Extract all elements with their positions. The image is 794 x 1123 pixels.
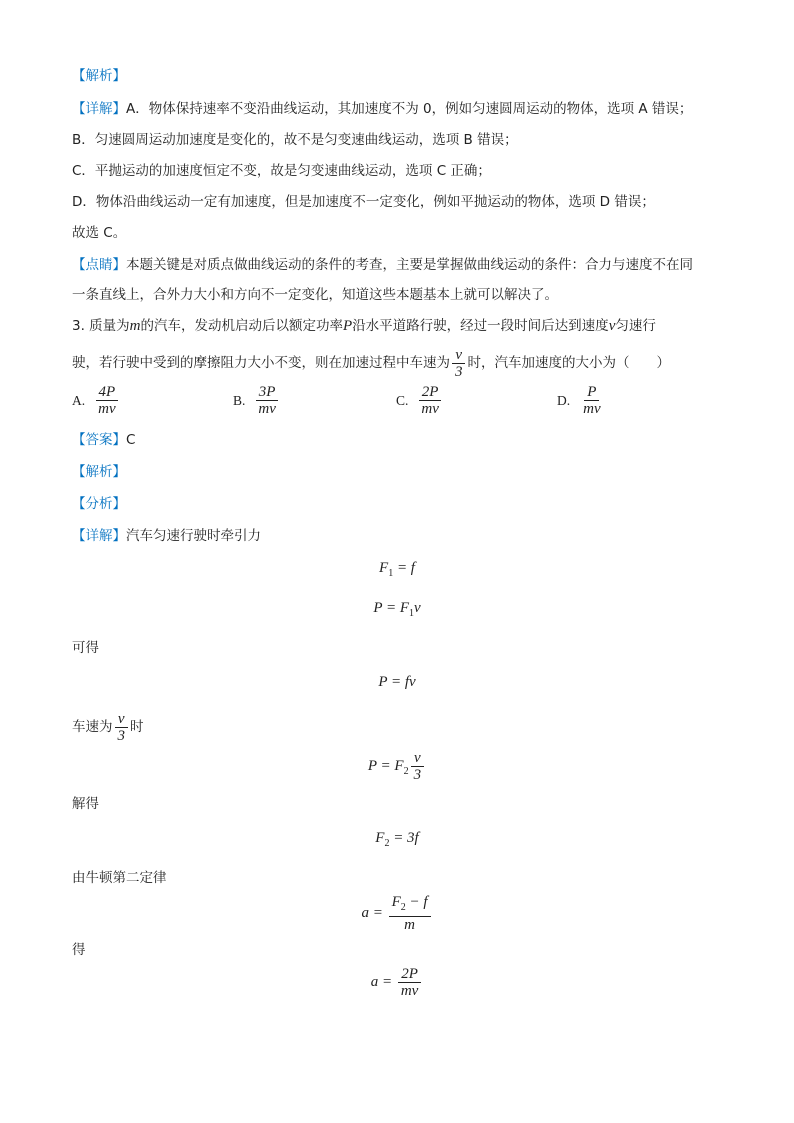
stem-text: 3. 质量为 — [72, 318, 130, 334]
eq-subscript: 1 — [388, 568, 394, 579]
frac-den: mv — [98, 401, 116, 417]
q3-stem-line-1 — [72, 316, 656, 336]
frac-num: v — [452, 347, 465, 364]
equation-f1-eq-f — [0, 560, 794, 579]
eq-fraction — [398, 966, 422, 999]
detail-text: A．物体保持速率不变沿曲线运动，其加速度不为 0，例如匀速圆周运动的物体，选项 A 错误； — [126, 101, 693, 117]
option-c — [396, 384, 444, 417]
analysis-tag: 【解析】 — [72, 464, 126, 480]
eq-text: = f — [396, 560, 415, 576]
eq-text: a = — [361, 904, 383, 921]
analysis-heading-2 — [72, 462, 126, 482]
detail-line-b: B．匀速圆周运动加速度是变化的，故不是匀变速曲线运动，选项 B 错误； — [72, 132, 518, 148]
analysis-tag: 【解析】 — [72, 68, 126, 84]
frac-num: 4P — [96, 384, 119, 401]
eq-symbol: F — [379, 560, 389, 576]
fraction-v-over-3 — [115, 711, 129, 744]
eq-subscript: 1 — [409, 608, 414, 619]
answer-line — [72, 430, 135, 450]
jiede-line: 解得 — [72, 796, 99, 812]
option-fraction — [580, 384, 604, 417]
frac-den: mv — [400, 983, 419, 999]
eq-subscript: 2 — [403, 765, 409, 777]
eq-text: a = — [370, 973, 393, 990]
option-letter: D. — [557, 392, 571, 408]
eq-text: P = F — [367, 757, 404, 774]
analysis-heading — [72, 66, 126, 86]
frac-num: 2P — [398, 966, 421, 983]
frac-num: v — [115, 711, 128, 728]
stem-text: 匀速行 — [615, 318, 656, 334]
frac-den: mv — [421, 401, 439, 417]
frac-num: 3P — [256, 384, 279, 401]
frac-num: P — [584, 384, 599, 401]
frac-den: m — [404, 917, 415, 933]
eq-fraction — [411, 750, 425, 783]
frac-den: mv — [258, 401, 276, 417]
detail-line-q3 — [72, 526, 261, 546]
stem-text: 驶，若行驶中受到的摩擦阻力大小不变，则在加速过程中车速为 — [72, 355, 450, 371]
fenxi-tag: 【分析】 — [72, 496, 126, 512]
eq-text: P = F — [373, 600, 409, 616]
frac-num — [389, 894, 431, 917]
fenxi-heading — [72, 494, 126, 514]
speed-line — [72, 710, 144, 744]
stem-text: 时 — [130, 719, 144, 735]
comment-line-2: 一条直线上，合外力大小和方向不一定变化，知道这些本题基本上就可以解决了。 — [72, 287, 558, 303]
fraction-v-over-3 — [452, 347, 466, 380]
frac-num: 2P — [419, 384, 442, 401]
comment-tag: 【点睛】 — [72, 257, 126, 273]
eq-symbol: F — [375, 830, 385, 846]
equation-p-eq-f2-v3 — [0, 750, 794, 783]
option-fraction — [255, 384, 279, 417]
eq-fraction — [389, 894, 431, 933]
detail-line-c: C．平抛运动的加速度恒定不变，故是匀变速曲线运动，选项 C 正确； — [72, 163, 491, 179]
option-letter: C. — [396, 392, 409, 408]
equation-a-eq-f2-minus-f-over-m — [0, 894, 794, 933]
frac-num: v — [411, 750, 424, 767]
equation-p-eq-f1v — [0, 600, 794, 619]
comment-text-1: 本题关键是对质点做曲线运动的条件的考查，主要是掌握做曲线运动的条件：合力与速度不在同 — [126, 257, 693, 273]
stem-text: 车速为 — [72, 719, 113, 735]
option-a — [72, 384, 121, 417]
comment-line-1 — [72, 255, 693, 275]
var-P: P — [343, 318, 353, 334]
detail-line-d: D．物体沿曲线运动一定有加速度，但是加速度不一定变化，例如平抛运动的物体，选项 D 错误； — [72, 194, 655, 210]
eq-text: = 3f — [393, 830, 419, 846]
frac-den: 3 — [413, 767, 422, 783]
kede-line: 可得 — [72, 640, 99, 656]
equation-p-eq-fv: P = fv — [378, 674, 416, 690]
stem-text: 沿水平道路行驶，经过一段时间后达到速度 — [352, 318, 609, 334]
q3-stem-line-2 — [72, 346, 670, 380]
equation-f2-eq-3f — [0, 830, 794, 849]
detail-tag: 【详解】 — [72, 528, 126, 544]
detail-tag: 【详解】 — [72, 101, 126, 117]
option-d — [557, 384, 606, 417]
answer-tag: 【答案】 — [72, 432, 126, 448]
option-b — [233, 384, 281, 417]
eq-text: − f — [405, 894, 428, 910]
frac-den: 3 — [117, 727, 125, 744]
eq-text: F — [391, 894, 401, 910]
eq-text: v — [414, 600, 421, 616]
detail-text: 汽车匀速行驶时牵引力 — [126, 528, 261, 544]
option-letter: B. — [233, 392, 246, 408]
option-fraction — [95, 384, 119, 417]
var-m: m — [129, 318, 141, 334]
option-fraction — [418, 384, 442, 417]
choose-line: 故选 C。 — [72, 225, 127, 241]
frac-den: 3 — [455, 363, 463, 380]
eq-subscript: 2 — [400, 902, 406, 913]
detail-line-a — [72, 99, 692, 119]
frac-den: mv — [583, 401, 601, 417]
var-v: v — [608, 318, 616, 334]
equation-a-eq-2p-over-mv — [0, 966, 794, 999]
stem-text: 的汽车，发动机启动后以额定功率 — [140, 318, 344, 334]
stem-text: 时，汽车加速度的大小为（ ） — [467, 355, 670, 371]
eq-subscript: 2 — [384, 838, 390, 849]
answer-value: C — [126, 432, 136, 448]
de-line: 得 — [72, 942, 86, 958]
option-letter: A. — [72, 392, 86, 408]
newton-line: 由牛顿第二定律 — [72, 870, 167, 886]
